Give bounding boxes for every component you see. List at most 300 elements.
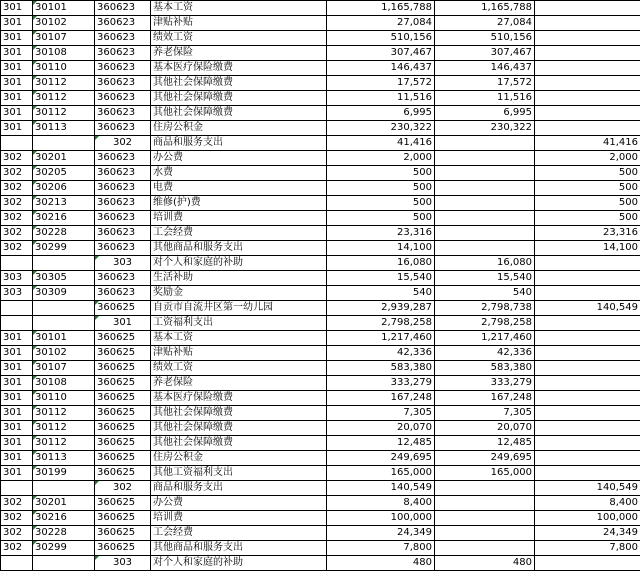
cell-col-5[interactable]: 2,798,258 xyxy=(327,316,435,331)
cell-col-7[interactable] xyxy=(535,361,640,376)
cell-col-4[interactable]: 奖励金 xyxy=(151,286,327,301)
cell-col-7[interactable] xyxy=(535,451,640,466)
cell-col-2[interactable]: 30110 xyxy=(33,61,95,76)
table-row[interactable] xyxy=(1,526,640,541)
cell-col-3[interactable]: 360623 xyxy=(95,271,151,286)
cell-col-4[interactable]: 其他社会保障缴费 xyxy=(151,406,327,421)
cell-col-1[interactable]: 301 xyxy=(1,16,33,31)
table-row[interactable] xyxy=(1,361,640,376)
cell-col-6[interactable]: 7,305 xyxy=(435,406,535,421)
cell-col-3[interactable]: 360623 xyxy=(95,241,151,256)
table-row[interactable] xyxy=(1,121,640,136)
cell-col-1[interactable]: 301 xyxy=(1,31,33,46)
cell-col-7[interactable]: 500 xyxy=(535,196,640,211)
cell-col-3[interactable]: 303 xyxy=(95,556,151,571)
cell-col-4[interactable]: 绩效工资 xyxy=(151,361,327,376)
cell-col-5[interactable]: 500 xyxy=(327,211,435,226)
cell-col-5[interactable]: 249,695 xyxy=(327,451,435,466)
cell-col-2[interactable] xyxy=(33,256,95,271)
cell-col-7[interactable] xyxy=(535,106,640,121)
cell-col-4[interactable]: 办公费 xyxy=(151,151,327,166)
cell-col-2[interactable]: 30112 xyxy=(33,436,95,451)
cell-col-6[interactable]: 20,070 xyxy=(435,421,535,436)
cell-col-1[interactable]: 302 xyxy=(1,496,33,511)
cell-col-6[interactable] xyxy=(435,496,535,511)
cell-col-5[interactable]: 540 xyxy=(327,286,435,301)
cell-col-1[interactable]: 301 xyxy=(1,346,33,361)
cell-col-2[interactable]: 30101 xyxy=(33,1,95,16)
cell-col-1[interactable]: 302 xyxy=(1,151,33,166)
cell-col-7[interactable]: 500 xyxy=(535,211,640,226)
cell-col-3[interactable]: 302 xyxy=(95,136,151,151)
cell-col-2[interactable]: 30216 xyxy=(33,211,95,226)
cell-col-4[interactable]: 基本医疗保险缴费 xyxy=(151,391,327,406)
cell-col-6[interactable] xyxy=(435,211,535,226)
cell-col-6[interactable]: 15,540 xyxy=(435,271,535,286)
cell-col-1[interactable]: 302 xyxy=(1,166,33,181)
cell-col-6[interactable]: 333,279 xyxy=(435,376,535,391)
cell-col-4[interactable]: 维修(护)费 xyxy=(151,196,327,211)
cell-col-4[interactable]: 绩效工资 xyxy=(151,31,327,46)
cell-col-3[interactable]: 360625 xyxy=(95,301,151,316)
cell-col-7[interactable]: 41,416 xyxy=(535,136,640,151)
cell-col-4[interactable]: 住房公积金 xyxy=(151,121,327,136)
cell-col-7[interactable]: 100,000 xyxy=(535,511,640,526)
table-row[interactable] xyxy=(1,31,640,46)
cell-col-1[interactable]: 302 xyxy=(1,211,33,226)
cell-col-6[interactable] xyxy=(435,136,535,151)
cell-col-1[interactable]: 303 xyxy=(1,271,33,286)
cell-col-5[interactable]: 23,316 xyxy=(327,226,435,241)
cell-col-6[interactable]: 540 xyxy=(435,286,535,301)
cell-col-6[interactable]: 307,467 xyxy=(435,46,535,61)
cell-col-5[interactable]: 167,248 xyxy=(327,391,435,406)
cell-col-2[interactable]: 30101 xyxy=(33,331,95,346)
cell-col-1[interactable] xyxy=(1,316,33,331)
cell-col-4[interactable]: 津贴补贴 xyxy=(151,16,327,31)
cell-col-2[interactable]: 30102 xyxy=(33,346,95,361)
table-row[interactable] xyxy=(1,166,640,181)
cell-col-2[interactable]: 30299 xyxy=(33,241,95,256)
cell-col-5[interactable]: 1,217,460 xyxy=(327,331,435,346)
cell-col-6[interactable]: 6,995 xyxy=(435,106,535,121)
cell-col-4[interactable]: 其他社会保障缴费 xyxy=(151,106,327,121)
cell-col-6[interactable]: 249,695 xyxy=(435,451,535,466)
cell-col-7[interactable] xyxy=(535,376,640,391)
cell-col-3[interactable]: 360623 xyxy=(95,121,151,136)
cell-col-5[interactable]: 14,100 xyxy=(327,241,435,256)
cell-col-1[interactable]: 301 xyxy=(1,391,33,406)
cell-col-5[interactable]: 11,516 xyxy=(327,91,435,106)
cell-col-4[interactable]: 电费 xyxy=(151,181,327,196)
cell-col-2[interactable]: 30110 xyxy=(33,391,95,406)
cell-col-7[interactable] xyxy=(535,91,640,106)
cell-col-1[interactable]: 301 xyxy=(1,406,33,421)
table-row[interactable] xyxy=(1,496,640,511)
cell-col-7[interactable] xyxy=(535,391,640,406)
table-row[interactable] xyxy=(1,451,640,466)
cell-col-2[interactable]: 30113 xyxy=(33,451,95,466)
cell-col-4[interactable]: 其他商品和服务支出 xyxy=(151,541,327,556)
cell-col-4[interactable]: 其他社会保障缴费 xyxy=(151,421,327,436)
cell-col-3[interactable]: 360623 xyxy=(95,286,151,301)
cell-col-2[interactable]: 30213 xyxy=(33,196,95,211)
cell-col-1[interactable]: 301 xyxy=(1,61,33,76)
cell-col-1[interactable] xyxy=(1,556,33,571)
cell-col-7[interactable] xyxy=(535,466,640,481)
cell-col-2[interactable]: 30216 xyxy=(33,511,95,526)
table-row[interactable] xyxy=(1,76,640,91)
table-row[interactable] xyxy=(1,211,640,226)
cell-col-1[interactable]: 301 xyxy=(1,121,33,136)
cell-col-5[interactable]: 510,156 xyxy=(327,31,435,46)
cell-col-6[interactable] xyxy=(435,181,535,196)
cell-col-5[interactable]: 500 xyxy=(327,166,435,181)
cell-col-1[interactable]: 302 xyxy=(1,226,33,241)
cell-col-3[interactable]: 360623 xyxy=(95,151,151,166)
cell-col-1[interactable]: 302 xyxy=(1,541,33,556)
cell-col-5[interactable]: 41,416 xyxy=(327,136,435,151)
cell-col-6[interactable] xyxy=(435,196,535,211)
cell-col-2[interactable]: 30206 xyxy=(33,181,95,196)
cell-col-3[interactable]: 303 xyxy=(95,256,151,271)
cell-col-2[interactable]: 30112 xyxy=(33,76,95,91)
cell-col-4[interactable]: 对个人和家庭的补助 xyxy=(151,256,327,271)
cell-col-4[interactable]: 津贴补贴 xyxy=(151,346,327,361)
cell-col-5[interactable]: 7,305 xyxy=(327,406,435,421)
table-row[interactable] xyxy=(1,481,640,496)
cell-col-4[interactable]: 商品和服务支出 xyxy=(151,481,327,496)
cell-col-7[interactable] xyxy=(535,331,640,346)
table-row[interactable] xyxy=(1,391,640,406)
cell-col-7[interactable]: 14,100 xyxy=(535,241,640,256)
cell-col-3[interactable]: 360623 xyxy=(95,106,151,121)
cell-col-3[interactable]: 360623 xyxy=(95,31,151,46)
cell-col-5[interactable]: 165,000 xyxy=(327,466,435,481)
cell-col-1[interactable] xyxy=(1,256,33,271)
cell-col-5[interactable]: 2,939,287 xyxy=(327,301,435,316)
cell-col-1[interactable]: 302 xyxy=(1,526,33,541)
table-row[interactable] xyxy=(1,421,640,436)
cell-col-6[interactable]: 42,336 xyxy=(435,346,535,361)
cell-col-2[interactable]: 30112 xyxy=(33,406,95,421)
cell-col-2[interactable]: 30107 xyxy=(33,361,95,376)
cell-col-2[interactable]: 30108 xyxy=(33,376,95,391)
cell-col-6[interactable]: 583,380 xyxy=(435,361,535,376)
cell-col-1[interactable]: 302 xyxy=(1,196,33,211)
cell-col-4[interactable]: 工会经费 xyxy=(151,526,327,541)
table-row[interactable] xyxy=(1,181,640,196)
cell-col-1[interactable]: 301 xyxy=(1,466,33,481)
cell-col-7[interactable] xyxy=(535,76,640,91)
cell-col-3[interactable]: 360623 xyxy=(95,211,151,226)
cell-col-1[interactable] xyxy=(1,136,33,151)
cell-col-7[interactable]: 500 xyxy=(535,181,640,196)
table-row[interactable] xyxy=(1,46,640,61)
cell-col-3[interactable]: 360625 xyxy=(95,361,151,376)
table-row[interactable] xyxy=(1,226,640,241)
cell-col-5[interactable]: 20,070 xyxy=(327,421,435,436)
table-row[interactable] xyxy=(1,541,640,556)
table-row[interactable] xyxy=(1,16,640,31)
cell-col-3[interactable]: 360623 xyxy=(95,166,151,181)
cell-col-2[interactable]: 30299 xyxy=(33,541,95,556)
cell-col-4[interactable]: 工资福利支出 xyxy=(151,316,327,331)
cell-col-6[interactable]: 167,248 xyxy=(435,391,535,406)
cell-col-3[interactable]: 360623 xyxy=(95,61,151,76)
cell-col-7[interactable] xyxy=(535,316,640,331)
cell-col-5[interactable]: 500 xyxy=(327,181,435,196)
cell-col-4[interactable]: 生活补助 xyxy=(151,271,327,286)
cell-col-6[interactable]: 230,322 xyxy=(435,121,535,136)
cell-col-5[interactable]: 12,485 xyxy=(327,436,435,451)
cell-col-7[interactable] xyxy=(535,346,640,361)
cell-col-1[interactable]: 301 xyxy=(1,91,33,106)
cell-col-6[interactable]: 1,165,788 xyxy=(435,1,535,16)
cell-col-5[interactable]: 2,000 xyxy=(327,151,435,166)
table-row[interactable] xyxy=(1,196,640,211)
cell-col-4[interactable]: 水费 xyxy=(151,166,327,181)
table-row[interactable] xyxy=(1,151,640,166)
cell-col-7[interactable] xyxy=(535,61,640,76)
cell-col-2[interactable]: 30102 xyxy=(33,16,95,31)
cell-col-1[interactable]: 302 xyxy=(1,241,33,256)
cell-col-7[interactable] xyxy=(535,556,640,571)
cell-col-7[interactable] xyxy=(535,421,640,436)
table-row[interactable] xyxy=(1,376,640,391)
cell-col-5[interactable]: 17,572 xyxy=(327,76,435,91)
cell-col-3[interactable]: 360623 xyxy=(95,1,151,16)
cell-col-5[interactable]: 480 xyxy=(327,556,435,571)
cell-col-2[interactable]: 30112 xyxy=(33,91,95,106)
table-row[interactable] xyxy=(1,346,640,361)
cell-col-7[interactable]: 24,349 xyxy=(535,526,640,541)
cell-col-1[interactable]: 301 xyxy=(1,436,33,451)
cell-col-4[interactable]: 基本工资 xyxy=(151,331,327,346)
table-row[interactable] xyxy=(1,106,640,121)
cell-col-3[interactable]: 360625 xyxy=(95,421,151,436)
cell-col-5[interactable]: 333,279 xyxy=(327,376,435,391)
cell-col-5[interactable]: 1,165,788 xyxy=(327,1,435,16)
cell-col-4[interactable]: 住房公积金 xyxy=(151,451,327,466)
table-row[interactable] xyxy=(1,331,640,346)
cell-col-5[interactable]: 27,084 xyxy=(327,16,435,31)
cell-col-3[interactable]: 360625 xyxy=(95,451,151,466)
cell-col-5[interactable]: 6,995 xyxy=(327,106,435,121)
cell-col-2[interactable] xyxy=(33,136,95,151)
table-row[interactable] xyxy=(1,1,640,16)
table-row[interactable] xyxy=(1,241,640,256)
table-row[interactable] xyxy=(1,256,640,271)
cell-col-7[interactable] xyxy=(535,271,640,286)
cell-col-5[interactable]: 583,380 xyxy=(327,361,435,376)
cell-col-1[interactable]: 301 xyxy=(1,1,33,16)
cell-col-3[interactable]: 360625 xyxy=(95,436,151,451)
cell-col-3[interactable]: 360623 xyxy=(95,16,151,31)
cell-col-1[interactable]: 301 xyxy=(1,106,33,121)
cell-col-6[interactable] xyxy=(435,166,535,181)
cell-col-6[interactable]: 17,572 xyxy=(435,76,535,91)
cell-col-6[interactable]: 12,485 xyxy=(435,436,535,451)
cell-col-4[interactable]: 其他工资福利支出 xyxy=(151,466,327,481)
table-row[interactable] xyxy=(1,466,640,481)
cell-col-6[interactable] xyxy=(435,151,535,166)
cell-col-4[interactable]: 培训费 xyxy=(151,511,327,526)
cell-col-6[interactable] xyxy=(435,241,535,256)
cell-col-1[interactable]: 302 xyxy=(1,181,33,196)
cell-col-2[interactable]: 30113 xyxy=(33,121,95,136)
cell-col-1[interactable] xyxy=(1,481,33,496)
cell-col-7[interactable] xyxy=(535,31,640,46)
table-row[interactable] xyxy=(1,271,640,286)
cell-col-5[interactable]: 100,000 xyxy=(327,511,435,526)
cell-col-3[interactable]: 360625 xyxy=(95,541,151,556)
cell-col-3[interactable]: 360625 xyxy=(95,511,151,526)
cell-col-1[interactable]: 301 xyxy=(1,331,33,346)
cell-col-2[interactable] xyxy=(33,481,95,496)
cell-col-7[interactable]: 140,549 xyxy=(535,481,640,496)
cell-col-7[interactable] xyxy=(535,46,640,61)
cell-col-6[interactable]: 11,516 xyxy=(435,91,535,106)
cell-col-1[interactable]: 301 xyxy=(1,451,33,466)
cell-col-5[interactable]: 8,400 xyxy=(327,496,435,511)
cell-col-4[interactable]: 办公费 xyxy=(151,496,327,511)
cell-col-7[interactable] xyxy=(535,256,640,271)
cell-col-7[interactable]: 8,400 xyxy=(535,496,640,511)
table-row[interactable] xyxy=(1,91,640,106)
table-row[interactable] xyxy=(1,406,640,421)
cell-col-5[interactable]: 140,549 xyxy=(327,481,435,496)
cell-col-2[interactable]: 30112 xyxy=(33,106,95,121)
cell-col-6[interactable] xyxy=(435,226,535,241)
cell-col-2[interactable]: 30228 xyxy=(33,526,95,541)
cell-col-2[interactable]: 30309 xyxy=(33,286,95,301)
cell-col-2[interactable] xyxy=(33,316,95,331)
cell-col-3[interactable]: 360625 xyxy=(95,466,151,481)
cell-col-2[interactable] xyxy=(33,556,95,571)
cell-col-2[interactable]: 30108 xyxy=(33,46,95,61)
cell-col-7[interactable] xyxy=(535,121,640,136)
cell-col-6[interactable] xyxy=(435,481,535,496)
cell-col-2[interactable]: 30107 xyxy=(33,31,95,46)
cell-col-7[interactable] xyxy=(535,406,640,421)
cell-col-5[interactable]: 16,080 xyxy=(327,256,435,271)
cell-col-6[interactable]: 16,080 xyxy=(435,256,535,271)
cell-col-5[interactable]: 42,336 xyxy=(327,346,435,361)
cell-col-3[interactable]: 360623 xyxy=(95,181,151,196)
cell-col-7[interactable]: 140,549 xyxy=(535,301,640,316)
cell-col-1[interactable]: 301 xyxy=(1,361,33,376)
cell-col-2[interactable]: 30112 xyxy=(33,421,95,436)
cell-col-3[interactable]: 360623 xyxy=(95,91,151,106)
cell-col-4[interactable]: 商品和服务支出 xyxy=(151,136,327,151)
cell-col-6[interactable]: 165,000 xyxy=(435,466,535,481)
table-row[interactable] xyxy=(1,61,640,76)
cell-col-3[interactable]: 360625 xyxy=(95,331,151,346)
cell-col-6[interactable]: 146,437 xyxy=(435,61,535,76)
cell-col-7[interactable]: 23,316 xyxy=(535,226,640,241)
cell-col-7[interactable] xyxy=(535,1,640,16)
cell-col-2[interactable]: 30205 xyxy=(33,166,95,181)
cell-col-5[interactable]: 500 xyxy=(327,196,435,211)
cell-col-4[interactable]: 基本工资 xyxy=(151,1,327,16)
cell-col-7[interactable]: 2,000 xyxy=(535,151,640,166)
cell-col-2[interactable]: 30305 xyxy=(33,271,95,286)
cell-col-6[interactable]: 27,084 xyxy=(435,16,535,31)
cell-col-3[interactable]: 302 xyxy=(95,481,151,496)
cell-col-1[interactable]: 303 xyxy=(1,286,33,301)
table-row[interactable] xyxy=(1,436,640,451)
cell-col-5[interactable]: 7,800 xyxy=(327,541,435,556)
cell-col-2[interactable] xyxy=(33,301,95,316)
cell-col-7[interactable] xyxy=(535,16,640,31)
cell-col-3[interactable]: 360625 xyxy=(95,526,151,541)
cell-col-4[interactable]: 养老保险 xyxy=(151,46,327,61)
cell-col-1[interactable]: 301 xyxy=(1,76,33,91)
cell-col-1[interactable]: 301 xyxy=(1,46,33,61)
cell-col-6[interactable] xyxy=(435,526,535,541)
cell-col-3[interactable]: 360625 xyxy=(95,346,151,361)
cell-col-4[interactable]: 基本医疗保险缴费 xyxy=(151,61,327,76)
cell-col-7[interactable]: 500 xyxy=(535,166,640,181)
cell-col-4[interactable]: 其他社会保障缴费 xyxy=(151,436,327,451)
cell-col-4[interactable]: 其他商品和服务支出 xyxy=(151,241,327,256)
cell-col-5[interactable]: 24,349 xyxy=(327,526,435,541)
cell-col-2[interactable]: 30228 xyxy=(33,226,95,241)
cell-col-4[interactable]: 其他社会保障缴费 xyxy=(151,76,327,91)
cell-col-7[interactable] xyxy=(535,286,640,301)
cell-col-5[interactable]: 15,540 xyxy=(327,271,435,286)
cell-col-3[interactable]: 360623 xyxy=(95,76,151,91)
table-row[interactable] xyxy=(1,136,640,151)
cell-col-1[interactable]: 302 xyxy=(1,511,33,526)
cell-col-4[interactable]: 对个人和家庭的补助 xyxy=(151,556,327,571)
cell-col-6[interactable] xyxy=(435,541,535,556)
cell-col-1[interactable] xyxy=(1,301,33,316)
table-row[interactable] xyxy=(1,511,640,526)
cell-col-5[interactable]: 307,467 xyxy=(327,46,435,61)
cell-col-3[interactable]: 360623 xyxy=(95,226,151,241)
cell-col-4[interactable]: 自贡市自流井区第一幼儿园 xyxy=(151,301,327,316)
cell-col-4[interactable]: 工会经费 xyxy=(151,226,327,241)
cell-col-2[interactable]: 30199 xyxy=(33,466,95,481)
cell-col-3[interactable]: 301 xyxy=(95,316,151,331)
cell-col-6[interactable] xyxy=(435,511,535,526)
cell-col-6[interactable]: 2,798,258 xyxy=(435,316,535,331)
cell-col-3[interactable]: 360625 xyxy=(95,391,151,406)
cell-col-6[interactable]: 2,798,738 xyxy=(435,301,535,316)
cell-col-5[interactable]: 230,322 xyxy=(327,121,435,136)
cell-col-6[interactable]: 1,217,460 xyxy=(435,331,535,346)
cell-col-2[interactable]: 30201 xyxy=(33,151,95,166)
cell-col-2[interactable]: 30201 xyxy=(33,496,95,511)
table-row[interactable] xyxy=(1,556,640,571)
cell-col-4[interactable]: 培训费 xyxy=(151,211,327,226)
table-row[interactable] xyxy=(1,301,640,316)
cell-col-3[interactable]: 360625 xyxy=(95,496,151,511)
cell-col-1[interactable]: 301 xyxy=(1,376,33,391)
cell-col-3[interactable]: 360623 xyxy=(95,196,151,211)
table-row[interactable] xyxy=(1,316,640,331)
cell-col-6[interactable]: 480 xyxy=(435,556,535,571)
cell-col-3[interactable]: 360623 xyxy=(95,46,151,61)
cell-col-4[interactable]: 其他社会保障缴费 xyxy=(151,91,327,106)
cell-col-3[interactable]: 360625 xyxy=(95,406,151,421)
cell-col-7[interactable]: 7,800 xyxy=(535,541,640,556)
cell-col-5[interactable]: 146,437 xyxy=(327,61,435,76)
cell-col-1[interactable]: 301 xyxy=(1,421,33,436)
cell-col-4[interactable]: 养老保险 xyxy=(151,376,327,391)
